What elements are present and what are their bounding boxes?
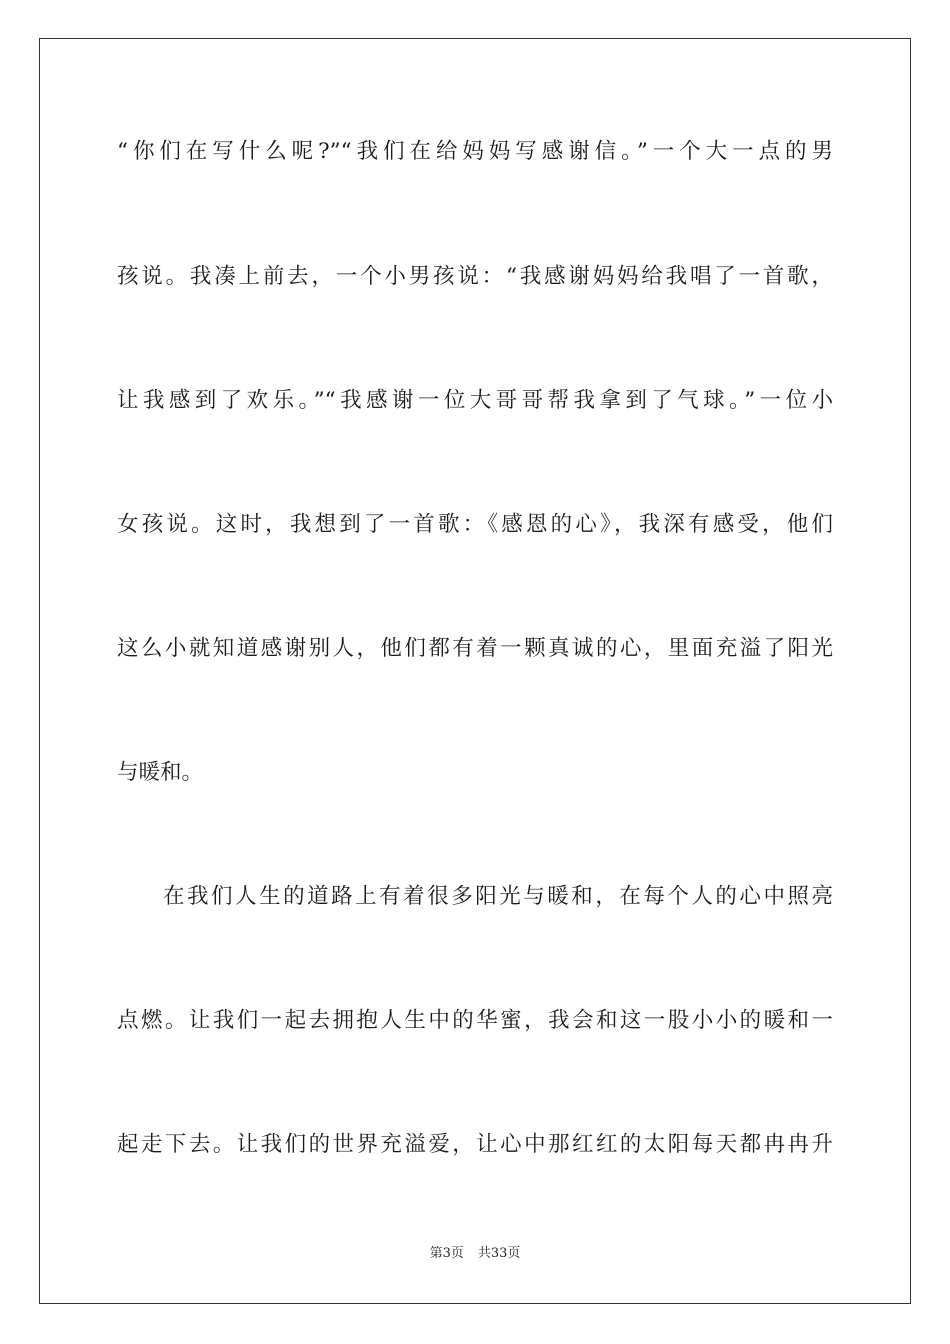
paragraph-line: 点燃。让我们一起去拥抱人生中的华蜜，我会和这一股小小的暖和一 — [117, 1008, 833, 1033]
page-footer — [0, 1246, 950, 1262]
page-number: 第3页 — [429, 1246, 464, 1261]
paragraph-line: 这么小就知道感谢别人，他们都有着一颗真诚的心，里面充溢了阳光 — [117, 636, 833, 661]
paragraph-line: 女孩说。这时，我想到了一首歌：《感恩的心》，我深有感受，他们 — [117, 512, 833, 537]
paragraph-line: 让我感到了欢乐。”“我感谢一位大哥哥帮我拿到了气球。”一位小 — [117, 388, 833, 413]
paragraph-line: “你们在写什么呢?”“我们在给妈妈写感谢信。”一个大一点的男 — [117, 139, 833, 164]
page-total: 共33页 — [477, 1246, 521, 1261]
paragraph-line: 起走下去。让我们的世界充溢爱，让心中那红红的太阳每天都冉冉升 — [117, 1132, 833, 1157]
paragraph-line: 孩说。我凑上前去，一个小男孩说：“我感谢妈妈给我唱了一首歌， — [117, 264, 833, 289]
page-border — [39, 38, 911, 1304]
paragraph-line-indented: 在我们人生的道路上有着很多阳光与暖和，在每个人的心中照亮 — [163, 884, 833, 909]
paragraph-line: 与暖和。 — [117, 760, 204, 785]
